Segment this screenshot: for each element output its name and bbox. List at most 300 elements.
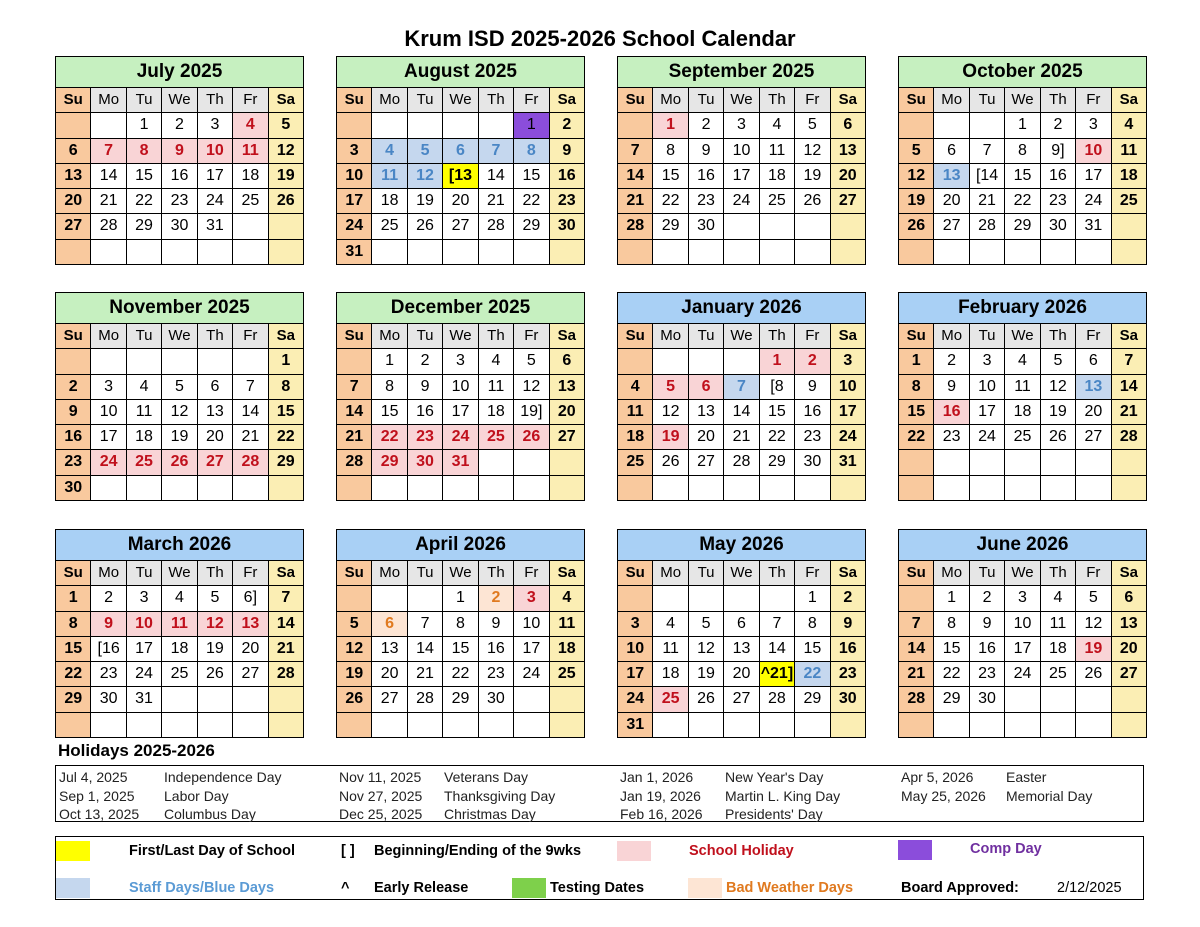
empty-cell bbox=[91, 240, 125, 264]
empty-cell bbox=[1041, 713, 1075, 737]
month-title: September 2025 bbox=[618, 57, 865, 88]
day-cell: 27 bbox=[1112, 662, 1146, 686]
holiday-date: Oct 13, 2025 bbox=[59, 806, 140, 822]
day-header: Fr bbox=[1076, 88, 1110, 112]
day-cell: 14 bbox=[269, 612, 303, 636]
day-cell: 25 bbox=[127, 450, 161, 474]
month-august-2025 bbox=[336, 56, 585, 265]
day-cell: 5 bbox=[269, 113, 303, 137]
empty-cell bbox=[1005, 240, 1039, 264]
empty-cell bbox=[233, 476, 267, 500]
day-cell: 26 bbox=[1076, 662, 1110, 686]
day-cell: 18 bbox=[653, 662, 687, 686]
day-cell: 28 bbox=[899, 687, 933, 711]
day-cell: 4 bbox=[479, 349, 513, 373]
empty-cell bbox=[56, 349, 90, 373]
day-header: We bbox=[162, 88, 196, 112]
day-header: Su bbox=[618, 324, 652, 348]
day-header: Th bbox=[198, 561, 232, 585]
day-cell: 28 bbox=[479, 214, 513, 238]
day-cell: 23 bbox=[479, 662, 513, 686]
empty-cell bbox=[372, 586, 406, 610]
day-header: Fr bbox=[233, 561, 267, 585]
day-header: Tu bbox=[689, 561, 723, 585]
day-header: Sa bbox=[831, 88, 865, 112]
day-cell: 3 bbox=[91, 375, 125, 399]
day-header: Mo bbox=[934, 561, 968, 585]
day-cell: 24 bbox=[91, 450, 125, 474]
day-cell: 6 bbox=[550, 349, 584, 373]
day-cell: 14 bbox=[337, 400, 371, 424]
month-july-2025 bbox=[55, 56, 304, 265]
day-header: Sa bbox=[831, 561, 865, 585]
day-cell: 15 bbox=[1005, 164, 1039, 188]
day-cell: 3 bbox=[831, 349, 865, 373]
empty-cell bbox=[1076, 476, 1110, 500]
day-cell: 13 bbox=[689, 400, 723, 424]
day-cell: 10 bbox=[1076, 139, 1110, 163]
empty-cell bbox=[689, 713, 723, 737]
empty-cell bbox=[514, 450, 548, 474]
day-cell: 19 bbox=[269, 164, 303, 188]
day-cell: 3 bbox=[1076, 113, 1110, 137]
day-cell: 29 bbox=[934, 687, 968, 711]
holiday-date: Feb 16, 2026 bbox=[620, 806, 703, 822]
day-cell: 17 bbox=[443, 400, 477, 424]
day-cell: 14 bbox=[408, 637, 442, 661]
empty-cell bbox=[1076, 240, 1110, 264]
day-header: Su bbox=[337, 561, 371, 585]
day-cell: 29 bbox=[1005, 214, 1039, 238]
day-cell: 26 bbox=[1041, 425, 1075, 449]
day-cell: 7 bbox=[970, 139, 1004, 163]
day-cell: 26 bbox=[408, 214, 442, 238]
day-cell: 4 bbox=[550, 586, 584, 610]
day-cell: 29 bbox=[372, 450, 406, 474]
day-header: Sa bbox=[269, 88, 303, 112]
day-header: Su bbox=[56, 88, 90, 112]
day-cell: 5 bbox=[689, 612, 723, 636]
empty-cell bbox=[56, 240, 90, 264]
day-header: We bbox=[162, 324, 196, 348]
empty-cell bbox=[162, 240, 196, 264]
holiday-column bbox=[59, 768, 282, 824]
day-header: Su bbox=[618, 88, 652, 112]
day-cell: 1 bbox=[899, 349, 933, 373]
day-header: Th bbox=[198, 88, 232, 112]
day-cell: 14 bbox=[233, 400, 267, 424]
empty-cell bbox=[831, 240, 865, 264]
empty-cell bbox=[1005, 713, 1039, 737]
day-cell: 1 bbox=[934, 586, 968, 610]
day-cell: 12 bbox=[198, 612, 232, 636]
staff-days-label: Staff Days/Blue Days bbox=[129, 880, 275, 896]
empty-cell bbox=[689, 476, 723, 500]
day-cell: 27 bbox=[550, 425, 584, 449]
day-cell: 12 bbox=[337, 637, 371, 661]
day-header: Sa bbox=[550, 561, 584, 585]
day-cell: 18 bbox=[233, 164, 267, 188]
day-cell: 30 bbox=[162, 214, 196, 238]
empty-cell bbox=[970, 713, 1004, 737]
day-cell: 25 bbox=[1112, 189, 1146, 213]
day-cell: 21 bbox=[233, 425, 267, 449]
day-cell: 6 bbox=[443, 139, 477, 163]
day-cell: 27 bbox=[443, 214, 477, 238]
day-cell: 22 bbox=[372, 425, 406, 449]
day-cell: 30 bbox=[91, 687, 125, 711]
day-cell: 3 bbox=[724, 113, 758, 137]
day-header: Sa bbox=[269, 324, 303, 348]
day-header: Fr bbox=[795, 88, 829, 112]
day-cell: 23 bbox=[408, 425, 442, 449]
empty-cell bbox=[127, 240, 161, 264]
empty-cell bbox=[1112, 476, 1146, 500]
empty-cell bbox=[443, 240, 477, 264]
day-cell: 8 bbox=[372, 375, 406, 399]
day-cell: 8 bbox=[443, 612, 477, 636]
day-cell: 18 bbox=[618, 425, 652, 449]
holiday-name: New Year's Day bbox=[725, 769, 824, 785]
holiday-row bbox=[339, 768, 555, 787]
empty-cell bbox=[795, 214, 829, 238]
empty-cell bbox=[479, 713, 513, 737]
month-title: August 2025 bbox=[337, 57, 584, 88]
day-header: Th bbox=[760, 88, 794, 112]
day-cell: 9 bbox=[91, 612, 125, 636]
day-cell: 2 bbox=[795, 349, 829, 373]
day-cell: 29 bbox=[56, 687, 90, 711]
day-header: Mo bbox=[653, 561, 687, 585]
day-cell: 2 bbox=[689, 113, 723, 137]
day-cell: 22 bbox=[1005, 189, 1039, 213]
day-cell: 5 bbox=[653, 375, 687, 399]
month-title: March 2026 bbox=[56, 530, 303, 561]
day-cell: 16 bbox=[408, 400, 442, 424]
day-cell: 7 bbox=[337, 375, 371, 399]
holiday-column bbox=[620, 768, 840, 824]
day-cell: 19 bbox=[689, 662, 723, 686]
day-cell: 23 bbox=[831, 662, 865, 686]
day-cell: 30 bbox=[408, 450, 442, 474]
empty-cell bbox=[162, 476, 196, 500]
month-october-2025 bbox=[898, 56, 1147, 265]
empty-cell bbox=[198, 349, 232, 373]
day-cell: 29 bbox=[443, 687, 477, 711]
day-cell: 1 bbox=[269, 349, 303, 373]
day-cell: 21 bbox=[899, 662, 933, 686]
day-cell: 23 bbox=[56, 450, 90, 474]
day-cell: 16 bbox=[479, 637, 513, 661]
day-cell: 24 bbox=[1076, 189, 1110, 213]
day-cell: 17 bbox=[1076, 164, 1110, 188]
empty-cell bbox=[408, 586, 442, 610]
empty-cell bbox=[198, 476, 232, 500]
day-header: Sa bbox=[831, 324, 865, 348]
day-cell: 27 bbox=[56, 214, 90, 238]
day-header: We bbox=[443, 88, 477, 112]
day-cell: 22 bbox=[443, 662, 477, 686]
day-cell: 7 bbox=[1112, 349, 1146, 373]
day-cell: 14 bbox=[91, 164, 125, 188]
holiday-name: Presidents' Day bbox=[725, 806, 823, 822]
holiday-date: Nov 11, 2025 bbox=[339, 769, 422, 785]
day-cell: 26 bbox=[653, 450, 687, 474]
day-cell: 14 bbox=[1112, 375, 1146, 399]
empty-cell bbox=[795, 240, 829, 264]
day-cell: 1 bbox=[514, 113, 548, 137]
day-cell: 28 bbox=[760, 687, 794, 711]
empty-cell bbox=[724, 476, 758, 500]
day-header: We bbox=[1005, 324, 1039, 348]
testing-label: Testing Dates bbox=[550, 880, 645, 896]
day-cell: 7 bbox=[408, 612, 442, 636]
holiday-row bbox=[59, 787, 282, 806]
empty-cell bbox=[795, 713, 829, 737]
day-cell: 7 bbox=[724, 375, 758, 399]
day-cell: 18 bbox=[1005, 400, 1039, 424]
day-header: Th bbox=[1041, 88, 1075, 112]
day-header: Mo bbox=[934, 324, 968, 348]
day-cell: 9 bbox=[550, 139, 584, 163]
empty-cell bbox=[1041, 476, 1075, 500]
day-cell: 26 bbox=[162, 450, 196, 474]
day-cell: 20 bbox=[550, 400, 584, 424]
day-header: We bbox=[443, 561, 477, 585]
day-cell: 22 bbox=[514, 189, 548, 213]
empty-cell bbox=[653, 349, 687, 373]
day-cell: 9 bbox=[970, 612, 1004, 636]
day-cell: 25 bbox=[233, 189, 267, 213]
day-header: Su bbox=[337, 88, 371, 112]
empty-cell bbox=[934, 113, 968, 137]
day-cell: 30 bbox=[550, 214, 584, 238]
day-cell: 19 bbox=[653, 425, 687, 449]
empty-cell bbox=[408, 476, 442, 500]
holiday-name: Easter bbox=[1006, 769, 1047, 785]
empty-cell bbox=[618, 349, 652, 373]
holiday-date: Nov 27, 2025 bbox=[339, 787, 423, 804]
day-cell: 11 bbox=[1112, 139, 1146, 163]
day-cell: 9 bbox=[689, 139, 723, 163]
day-cell: 10 bbox=[970, 375, 1004, 399]
holiday-name: Columbus Day bbox=[164, 806, 256, 822]
day-header: Mo bbox=[372, 561, 406, 585]
day-cell: 20 bbox=[831, 164, 865, 188]
comp-day-label: Comp Day bbox=[970, 841, 1042, 857]
day-header: Tu bbox=[689, 324, 723, 348]
early-release-symbol: ^ bbox=[341, 880, 350, 896]
day-cell: 1 bbox=[1005, 113, 1039, 137]
day-cell: 22 bbox=[795, 662, 829, 686]
day-cell: 28 bbox=[337, 450, 371, 474]
empty-cell bbox=[372, 113, 406, 137]
day-cell: 29 bbox=[269, 450, 303, 474]
empty-cell bbox=[760, 713, 794, 737]
day-cell: 24 bbox=[618, 687, 652, 711]
day-cell: 17 bbox=[127, 637, 161, 661]
day-cell: 17 bbox=[198, 164, 232, 188]
day-cell: 24 bbox=[514, 662, 548, 686]
month-january-2026 bbox=[617, 292, 866, 501]
holiday-row bbox=[59, 805, 282, 824]
day-header: Th bbox=[760, 324, 794, 348]
empty-cell bbox=[618, 240, 652, 264]
day-cell: 3 bbox=[1005, 586, 1039, 610]
day-cell: 15 bbox=[443, 637, 477, 661]
empty-cell bbox=[127, 349, 161, 373]
day-cell: 11 bbox=[372, 164, 406, 188]
holiday-date: Sep 1, 2025 bbox=[59, 787, 135, 804]
empty-cell bbox=[550, 450, 584, 474]
day-header: Sa bbox=[550, 324, 584, 348]
day-cell: 24 bbox=[970, 425, 1004, 449]
day-header: We bbox=[443, 324, 477, 348]
day-cell: 25 bbox=[1005, 425, 1039, 449]
day-cell: 11 bbox=[479, 375, 513, 399]
day-header: Fr bbox=[233, 324, 267, 348]
day-cell: 3 bbox=[618, 612, 652, 636]
day-cell: 12 bbox=[689, 637, 723, 661]
empty-cell bbox=[1112, 687, 1146, 711]
empty-cell bbox=[269, 214, 303, 238]
day-cell: 5 bbox=[1076, 586, 1110, 610]
day-cell: 6] bbox=[233, 586, 267, 610]
day-cell: 6 bbox=[372, 612, 406, 636]
day-cell: 24 bbox=[831, 425, 865, 449]
day-cell: 18 bbox=[479, 400, 513, 424]
day-cell: 18 bbox=[1112, 164, 1146, 188]
day-cell: 9 bbox=[831, 612, 865, 636]
month-title: December 2025 bbox=[337, 293, 584, 324]
day-cell: 5 bbox=[1041, 349, 1075, 373]
day-cell: 29 bbox=[795, 687, 829, 711]
day-cell: 5 bbox=[408, 139, 442, 163]
day-cell: 5 bbox=[337, 612, 371, 636]
day-header: Tu bbox=[970, 88, 1004, 112]
day-header: Mo bbox=[372, 88, 406, 112]
day-header: Th bbox=[479, 88, 513, 112]
day-cell: 13 bbox=[934, 164, 968, 188]
day-cell: 3 bbox=[198, 113, 232, 137]
day-cell: 13 bbox=[1076, 375, 1110, 399]
day-header: We bbox=[724, 324, 758, 348]
day-cell: 20 bbox=[1076, 400, 1110, 424]
day-cell: ^21] bbox=[760, 662, 794, 686]
day-cell: 24 bbox=[198, 189, 232, 213]
day-cell: 9 bbox=[479, 612, 513, 636]
day-cell: 16 bbox=[831, 637, 865, 661]
day-header: Mo bbox=[653, 88, 687, 112]
day-cell: 1 bbox=[653, 113, 687, 137]
day-cell: 17 bbox=[1005, 637, 1039, 661]
day-header: Mo bbox=[653, 324, 687, 348]
day-cell: 25 bbox=[372, 214, 406, 238]
day-cell: 18 bbox=[372, 189, 406, 213]
day-cell: [14 bbox=[970, 164, 1004, 188]
day-cell: 5 bbox=[899, 139, 933, 163]
day-cell: 28 bbox=[408, 687, 442, 711]
empty-cell bbox=[198, 687, 232, 711]
day-cell: 4 bbox=[162, 586, 196, 610]
day-cell: 11 bbox=[653, 637, 687, 661]
testing-swatch bbox=[512, 878, 546, 898]
empty-cell bbox=[550, 687, 584, 711]
day-cell: 12 bbox=[653, 400, 687, 424]
holiday-name: Labor Day bbox=[164, 787, 229, 804]
empty-cell bbox=[337, 113, 371, 137]
empty-cell bbox=[653, 476, 687, 500]
day-cell: 4 bbox=[127, 375, 161, 399]
month-april-2026 bbox=[336, 529, 585, 738]
holiday-name: Christmas Day bbox=[444, 806, 536, 822]
empty-cell bbox=[443, 713, 477, 737]
empty-cell bbox=[479, 240, 513, 264]
day-cell: 20 bbox=[372, 662, 406, 686]
holiday-row bbox=[59, 768, 282, 787]
day-cell: 18 bbox=[550, 637, 584, 661]
day-cell: 21 bbox=[970, 189, 1004, 213]
holidays-box bbox=[55, 765, 1144, 822]
day-cell: 31 bbox=[443, 450, 477, 474]
day-cell: 2 bbox=[91, 586, 125, 610]
day-cell: 14 bbox=[618, 164, 652, 188]
day-cell: 15 bbox=[127, 164, 161, 188]
empty-cell bbox=[91, 349, 125, 373]
day-cell: 8 bbox=[795, 612, 829, 636]
empty-cell bbox=[724, 349, 758, 373]
day-cell: 8 bbox=[269, 375, 303, 399]
month-title: November 2025 bbox=[56, 293, 303, 324]
empty-cell bbox=[1041, 240, 1075, 264]
comp-day-swatch bbox=[898, 840, 932, 860]
day-header: Mo bbox=[372, 324, 406, 348]
day-cell: 28 bbox=[618, 214, 652, 238]
day-cell: 24 bbox=[337, 214, 371, 238]
day-header: Tu bbox=[127, 88, 161, 112]
day-cell: 9 bbox=[934, 375, 968, 399]
day-cell: 10 bbox=[91, 400, 125, 424]
day-cell: 17 bbox=[970, 400, 1004, 424]
empty-cell bbox=[337, 713, 371, 737]
day-cell: 15 bbox=[653, 164, 687, 188]
day-cell: 4 bbox=[233, 113, 267, 137]
day-cell: 24 bbox=[127, 662, 161, 686]
day-cell: 4 bbox=[372, 139, 406, 163]
empty-cell bbox=[934, 476, 968, 500]
day-cell: 28 bbox=[1112, 425, 1146, 449]
holiday-date: Apr 5, 2026 bbox=[901, 769, 974, 785]
day-header: Fr bbox=[1076, 561, 1110, 585]
empty-cell bbox=[56, 713, 90, 737]
first-last-swatch bbox=[56, 841, 90, 861]
day-cell: 28 bbox=[91, 214, 125, 238]
day-cell: 6 bbox=[1112, 586, 1146, 610]
day-header: Su bbox=[899, 88, 933, 112]
day-cell: 31 bbox=[337, 240, 371, 264]
day-cell: 4 bbox=[1041, 586, 1075, 610]
day-cell: 18 bbox=[760, 164, 794, 188]
day-cell: 13 bbox=[831, 139, 865, 163]
nine-weeks-symbol: [ ] bbox=[341, 843, 355, 859]
day-header: Tu bbox=[408, 561, 442, 585]
day-cell: 12 bbox=[514, 375, 548, 399]
day-cell: 16 bbox=[162, 164, 196, 188]
day-cell: 11 bbox=[1041, 612, 1075, 636]
empty-cell bbox=[1076, 450, 1110, 474]
day-cell: 5 bbox=[198, 586, 232, 610]
day-cell: 2 bbox=[408, 349, 442, 373]
